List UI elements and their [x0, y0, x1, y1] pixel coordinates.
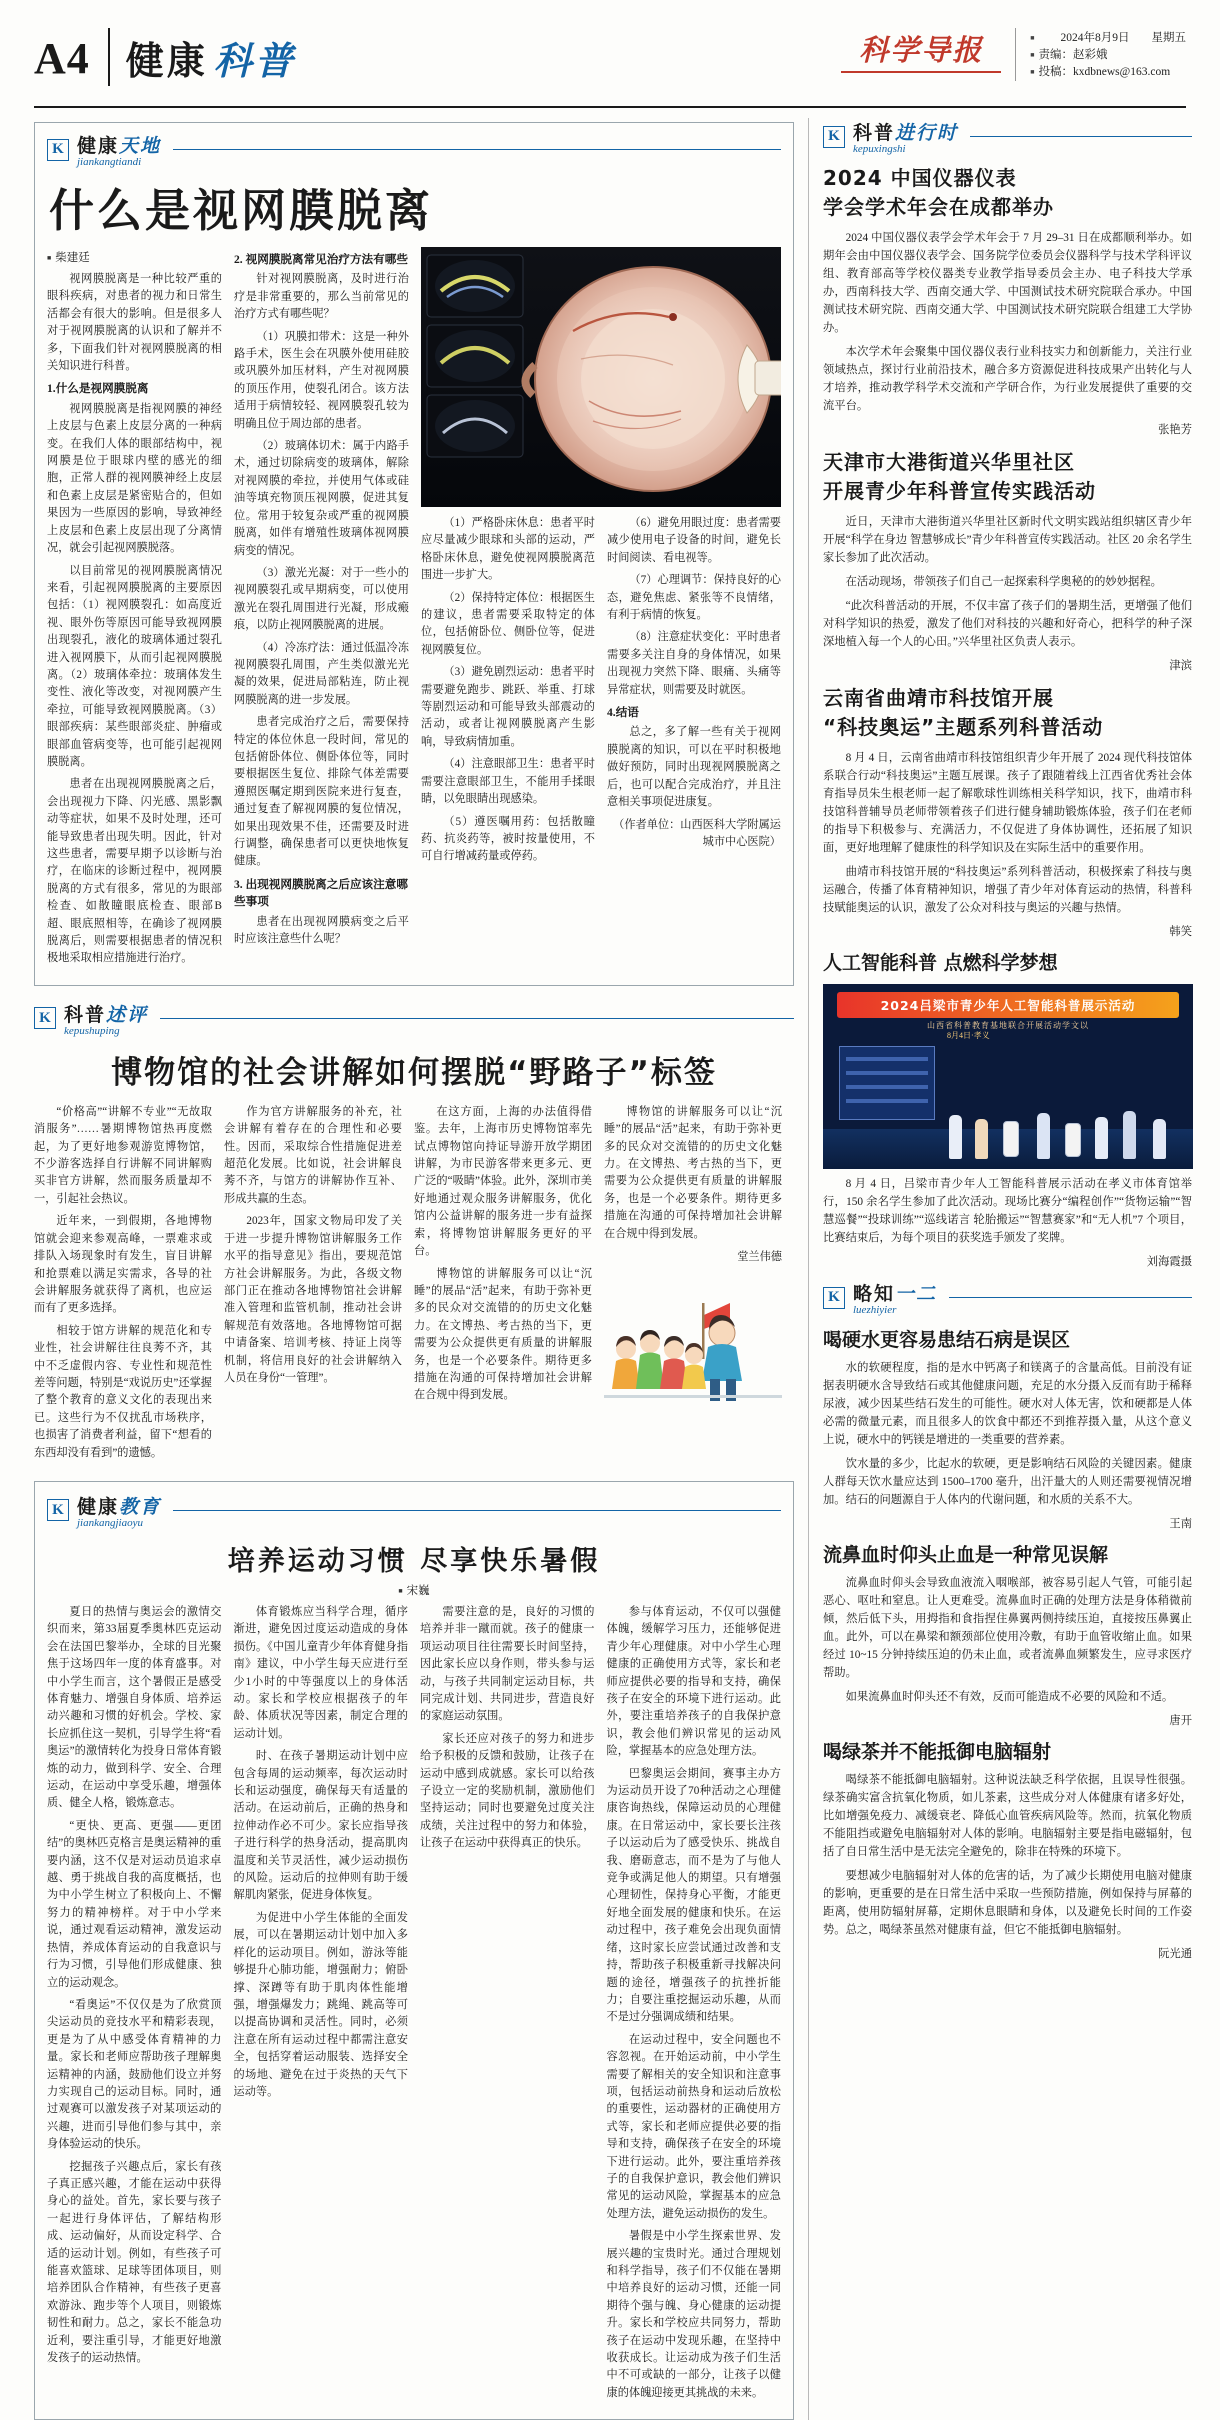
- side-news1-p1: 2024 中国仪器仪表学会学术年会于 7 月 29–31 日在成都顺利举办。如期年会由中国仪器仪表学会、国务院学位委员会仪器科学与技术学科评议组、教育部高等学校仪器类专业教学指导委员会主办、电子科技大学承办，西南科技大学、西南交通大学、中国测试技术研究院联合承办。中国测试技术研究院、西南交通大学、中国测试技术研究院联合组建工大学协办。: [823, 232, 1192, 334]
- masthead-right: [841, 28, 1186, 81]
- k-logo-icon: K: [47, 139, 69, 161]
- section-header-luezhiyier: [823, 1279, 1192, 1316]
- article2-p5: 2023年，国家文物局印发了关于进一步提升博物馆讲解服务工作水平的指导意见》指出，要规范馆方社会讲解服务。为此，各级文物部门正在推动各地博物馆社会讲解准入管理和监管机制，推动社会讲解规范有效落地。各地博物馆可据中请备案、培训考核、持证上岗等机制，将信用良好的社会讲解纳入人员在身份“一管理”。: [224, 1215, 402, 1384]
- museum-tour-illustration: [604, 1275, 782, 1405]
- main-column: [34, 118, 794, 2420]
- section-label-cn-blue: 教育: [119, 1495, 162, 1518]
- ai-photo-date: 8月4日·孝义: [947, 1031, 990, 1040]
- section-divider-line: [173, 149, 781, 150]
- side-news1-author: 张艳芳: [1158, 424, 1192, 436]
- section-label-cn: 略知: [853, 1283, 896, 1305]
- issue-date: ■ 2024年8月9日: [1060, 32, 1130, 44]
- submission-line: ■ 投稿：kxdbnews@163.com: [1030, 64, 1186, 81]
- article2-col-1: [34, 1104, 212, 1467]
- article1-p8: （4）冷冻疗法：通过低温冷冻视网膜裂孔周围，产生类似激光光凝的效果，促进局部粘连，防止视网膜脱离的进一步发展。: [234, 641, 409, 706]
- section-label-cn-blue: 进行时: [895, 122, 959, 144]
- museum-tour-svg: [604, 1275, 782, 1405]
- article1-p15: （5）遵医嘱用药：包括散瞳药、抗炎药等，被时按量使用，不可自行增减药量或停药。: [421, 815, 595, 863]
- article1-p10: 患者在出现视网膜病变之后平时应该注意些什么呢？: [234, 915, 409, 946]
- section-label-pinyin: jiankangjiaoyu: [77, 1516, 143, 1529]
- section-label-pinyin: kepuxingshi: [853, 143, 906, 155]
- article-sports-habit: [34, 1481, 794, 2420]
- article1-p5: （1）巩膜扣带术：这是一种外路手术，医生会在巩膜外使用硅胶或巩膜外加压材料，产生对视网膜的顶压作用，使裂孔闭合。该方法适用于病情较轻、视网膜裂孔较为明确且位于周边部的患者。: [234, 330, 409, 430]
- article3-col-1: [47, 1604, 222, 2407]
- article2-columns: [34, 1104, 794, 1467]
- eye-anatomy-svg: [421, 247, 781, 507]
- article1-subhead-3: 3. 出现视网膜脱离之后应该注意哪些事项: [234, 877, 408, 909]
- article3-p1: 夏日的热情与奥运会的激情交织而来，第33届夏季奥林匹克运动会在法国巴黎举办，全球的目光聚焦于这场四年一度的体育盛事。对中小学生而言，这个暑假正是感受体育魅力、增强自身体质、培养运动兴趣和习惯的好机会。学校、家长应抓住这一契机，引导学生将“看奥运”的激情转化为投身日常体育锻炼的动力，做到科学、安全、合理运动，在运动中享受乐趣，增强体质、健全人格，锻炼意志。: [47, 1605, 222, 1810]
- article3-p4: 挖掘孩子兴趣点后，家长有孩子真正感兴趣，才能在运动中获得身心的益处。首先，家长要与孩子一起进行身体评估，了解结构形成、运动偏好，从而设定科学、合适的运动计划。例如，有些孩子可能喜欢篮球、足球等团体项目，则培养团队合作精神，有些孩子更喜欢游泳、跑步等个人项目，则锻炼韧性和耐力。总之，家长不能急功近利，要注重引导，才能更好地激发孩子的运动热情。: [47, 2160, 222, 2365]
- side-tip-nosebleed: [823, 1541, 1192, 1728]
- article3-p10: 参与体育运动，不仅可以强健体魄，缓解学习压力，还能够促进青少年心理健康。对中小学生心理健康的正确使用方式等，家长和老师应提供必要的指导和支持，确保孩子在安全的环境下进行运动。此外，要注重培养孩子的自我保护意识，教会他们辨识常见的运动风险，掌握基本的应急处理方法。: [606, 1605, 781, 1758]
- section-label-cn-blue: 一二: [895, 1283, 938, 1305]
- section-label-cn: 健康: [77, 1495, 120, 1518]
- masthead-rule: [34, 106, 1186, 108]
- article3-col-2: [234, 1604, 409, 2407]
- article3-p13: 暑假是中小学生探索世界、发展兴趣的宝贵时光。通过合理规划和科学指导，孩子们不仅能在暑期中培养良好的运动习惯，还能一同期待个强与魄、身心健康的运动提升。家长和学校应共同努力，帮助孩子在运动中发现乐趣，在坚持中收获成长。让运动成为孩子们生活中不可或缺的一部分，让孩子以健康的体魄迎接更其挑战的未来。: [606, 2230, 781, 2399]
- side-article-tianjin-community: [823, 447, 1192, 673]
- section-label-block: [77, 1492, 161, 1529]
- ai-photo-caption: 8 月 4 日，吕梁市青少年人工智能科普展示活动在孝义市体育馆举行，150 余名学生参加了此次活动。现场比赛分“编程创作”“货物运输”“智慧巡餐”“投球训练”“巡线诺言 轮胎搬运”“智慧赛家”和“无人机”7 个项目，比赛结束后，为每个项目的获奖选手颁发了奖牌。: [823, 1178, 1192, 1244]
- article2-p4: 作为官方讲解服务的补充，社会讲解有着存在的合理性和必要性。因而，采取综合性措施促进差超范化发展。比如说，社会讲解良莠不齐，与馆方的讲解协作互补、形成共赢的生态。: [224, 1105, 402, 1205]
- section-label-block: [853, 1279, 937, 1316]
- section-header-kepushuping: [34, 1000, 794, 1037]
- section-label-cn: 健康: [77, 135, 120, 157]
- section-label-cn-blue: 述评: [106, 1003, 149, 1026]
- article1-p7: （3）激光光凝：对于一些小的视网膜裂孔或早期病变，可以使用激光在裂孔周围进行光凝，形成瘢痕，以防止视网膜脱离的进展。: [234, 566, 409, 632]
- photo-person: [1037, 1113, 1050, 1159]
- side-article-qujing-museum: [823, 683, 1192, 939]
- section-divider-line: [949, 1297, 1192, 1298]
- article1-p12: （2）保持特定体位：根据医生的建议，患者需要采取特定的体位，包括俯卧位、侧卧位等，促进视网膜复位。: [421, 591, 595, 656]
- k-logo-icon: K: [823, 1287, 845, 1309]
- side-news3-p2: 曲靖市科技馆开展的“科技奥运”系列科普活动，积极探索了科技与奥运融合，传播了体育精神知识，增强了青少年对体育运动的热情，科普科技赋能奥运的认识，激发了公众对科技与奥运的兴趣与热情。: [823, 866, 1192, 914]
- ai-event-photo: [823, 984, 1193, 1169]
- masthead-divider: [1015, 28, 1016, 81]
- article1-p2: 以目前常见的视网膜脱离情况来看，引起视网膜脱离的主要原因包括：（1）视网膜裂孔：如高度近视、眼外伤等原因可能导致视网膜出现裂孔，液化的玻璃体通过裂孔进入视网膜下，从而引起视网膜脱离。（2）玻璃体牵拉：玻璃体发生变性、液化等改变，对视网膜产生牵拉，可能导致视网膜脱离。（3）眼部疾病：某些眼部炎症、肿瘤或眼部血管病变等，也可能引起视网膜脱离。: [47, 564, 222, 768]
- article1-figure-area: [421, 247, 781, 973]
- tip1-p2: 饮水量的多少，比起水的软硬，更是影响结石风险的关键因素。健康人群每天饮水量应达到 1500–1700 毫升，出汗量大的人则还需要视情况增加。结石的问题源自于人体内的代谢问题，和水质的关系不大。: [823, 1458, 1192, 1506]
- section-label-cn: 科普: [64, 1003, 107, 1026]
- article1-source: （作者单位：山西医科大学附属运城市中心医院）: [613, 818, 781, 848]
- side-news3-p1: 8 月 4 日，云南省曲靖市科技馆组织青少年开展了 2024 现代科技馆体系联合行动“科技奥运”主题互展课。孩子了跟随着线上江西省优秀社会体育指导员朱生根老师一起了解歌球性训练相关科学知识，找下，曲靖市科技馆科普辅导员老师带领着孩子们进行健身辅助锻炼体验，孩子们在老师的指导下积极参与、充满活力，不仅促进了身体协调性，还拓展了知识面，更好地理解了健康性的科学知识及在实际生活中的重要作用。: [823, 752, 1192, 854]
- masthead-meta: [1030, 28, 1186, 81]
- side-news2-p1: 近日，天津市大港街道兴华里社区新时代文明实践站组织辖区青少年开展“科学在身边 智慧够成长”青少年科普宣传实践活动。社区 20 余名学生家长参加了此次活动。: [823, 516, 1192, 564]
- section-label: [77, 1492, 161, 1519]
- article2-p3: 相较于馆方讲解的规范化和专业性，社会讲解往往良莠不齐，其中不乏虚假内容、专业性和规范性差等问题，特别是“戏说历史”还掌握了整个教育的意义文化的表现出来已。这些行为不仅扰乱市场秩序，也损害了消费者利益，留下“想看的东西却没有看到”的遗憾。: [34, 1324, 212, 1459]
- section-label: [853, 1279, 937, 1306]
- section-masthead: [108, 28, 296, 86]
- editor-line: ■ 责编：赵彩娥: [1030, 47, 1186, 64]
- article2-headline: 博物馆的社会讲解如何摆脱“野路子”标签: [111, 1054, 717, 1091]
- article1-p16: （6）避免用眼过度：患者需要减少使用电子设备的时间，避免长时间阅读、看电视等。: [607, 517, 781, 564]
- tip2-p1: 流鼻血时仰头会导致血液流入咽喉部，被容易引起人气管，可能引起恶心、呕吐和窒息。让人更难受。流鼻血时正确的处理方法是身体稍微前倾，然后低下头，用拇指和食指捏住鼻翼两侧持续压迫，直接按压鼻翼止血。此外，可以在鼻梁和额颈部位使用冷敷，有助于血管收缩止血。如果经过 10~15 分钟持续压迫的仍未止血，或者流鼻血频繁发生，应寻求医疗帮助。: [823, 1577, 1192, 1679]
- section-label: [77, 131, 161, 158]
- article1-p17: （7）心理调节：保持良好的心态，避免焦虑、紧张等不良情绪，有利于病情的恢复。: [607, 574, 781, 622]
- article2-p2: 近年来，一到假期，各地博物馆就会迎来参观高峰，一票难求或排队入场现象时有发生，盲目讲解和抢票难以满足实需求，各导的社会讲解服务就获得了离机，也应运而有了更多选择。: [34, 1215, 212, 1315]
- logo-rule: [841, 71, 1001, 73]
- article1-p11: （1）严格卧床休息：患者平时应尽量减少眼球和头部的运动，严格卧床休息，避免使视网膜脱离范围进一步扩大。: [421, 517, 595, 582]
- article3-p5: 体育锻炼应当科学合理，循序渐进，避免因过度运动造成的身体损伤。《中国儿童青少年体育健身指南》建议，中小学生每天应进行至少1小时的中等强度以上的身体活动。家长和学校应根据孩子的年龄、体质状况等因素，制定合理的运动计划。: [233, 1605, 408, 1740]
- photo-person: [949, 1115, 962, 1159]
- section-header-jiankangtiandi: [47, 131, 781, 168]
- article2-col-2: [224, 1104, 402, 1467]
- article3-p7: 为促进中小学生体能的全面发展，可以在暑期运动计划中加入多样化的运动项目。例如，游泳等能够提升心肺功能，增强耐力；俯卧撑、深蹲等有助于肌肉体性能增强，增强爆发力；跳绳、跳高等可以提高协调和灵活性。同时，必须注意在所有运动过程中都需注意安全，包括穿着运动服装、选择安全的场地、避免在过于炎热的天气下运动等。: [233, 1911, 408, 2098]
- article3-col-4: [607, 1604, 782, 2407]
- tip2-author: 唐开: [1169, 1715, 1192, 1727]
- section-label-pinyin: kepushuping: [64, 1024, 120, 1037]
- article3-headline: 培养运动习惯 尽享快乐暑假: [227, 1545, 601, 1577]
- masthead-section-science: 科普: [213, 38, 296, 83]
- article1-col-1: [47, 247, 222, 973]
- article2-p6: 在这方面，上海的办法值得借鉴。去年，上海市历史博物馆率先试点博物馆向持证导游开放学期团讲解，为市民游客带来更多元、更广泛的“吸睛”体验。此外，深圳市美好地通过观众服务讲解服务，优化馆内公益讲解的服务进一步有益探索，将博物馆讲解服务更好的平台。: [414, 1105, 592, 1258]
- side-news2-title-line1: 天津市大港街道兴华里社区: [823, 450, 1075, 474]
- tip3-title: 喝绿茶并不能抵御电脑辐射: [823, 1741, 1052, 1763]
- article1-subhead-4: 4.结语: [607, 706, 639, 720]
- article3-p11: 巴黎奥运会期间，赛事主办方为运动员开设了70种活动之心理健康咨询热线，保障运动员的心理健康。在日常运动中，家长要长注孩子以运动后为了感受快乐、挑战自我、磨砺意志，而不是为了与他人竞争或满足他人的期望。只有增强心理韧性，保持身心平衡，才能更好地全面发展的健康和快乐。在运动过程中，孩子难免会出现负面情绪，这时家长应尝试通过改善和支持，帮助孩子积极重新寻找解决问题的途径，增强孩子的抗挫折能力；自要注重挖掘运动乐趣，从而不是过分强调成绩和结果。: [606, 1767, 781, 2024]
- side-tip-hard-water: [823, 1326, 1192, 1531]
- section-label-pinyin: luezhiyier: [853, 1304, 897, 1316]
- article3-byline: ■ 宋巍: [47, 1582, 781, 1598]
- article1-p13: （3）避免剧烈运动：患者平时需要避免跑步、跳跃、举重、打球等剧烈运动和可能导致头部震动的活动，或者让视网膜脱离产生影响，导致病情加重。: [421, 666, 595, 748]
- masthead-section-health: 健康: [125, 38, 208, 83]
- side-news2-author: 津滨: [1169, 660, 1192, 672]
- k-logo-icon: K: [823, 126, 845, 148]
- side-article-ai-popular-science: [823, 949, 1192, 1269]
- article1-col-3: [421, 515, 595, 871]
- section-label: [64, 1000, 148, 1027]
- side-tip-green-tea: [823, 1738, 1192, 1961]
- article1-subhead-2: 2. 视网膜脱离常见治疗方法有哪些: [234, 253, 408, 266]
- section-label-cn: 科普: [853, 122, 896, 144]
- article1-p6: （2）玻璃体切术：属于内路手术，通过切除病变的玻璃体，解除对视网膜的牵拉，并使用气体或硅油等填充物顶压视网膜，促进其复位。常用于较复杂或严重的视网膜脱离，如伴有增殖性玻璃体视网膜病变的情况。: [234, 440, 409, 557]
- article3-p2: “更快、更高、更强——更团结”的奥林匹克格言是奥运精神的重要内涵，这不仅是对运动员追求卓越、勇于挑战自我的高度概括，也为中小学生树立了积极向上、不懈努力的精神榜样。对于中小学来说，通过观看运动精神，激发运动热情，养成体育运动的自我意识与行为习惯，引导他们形成健康、独立的运动观念。: [47, 1819, 222, 1989]
- article2-signature: 堂兰伟德: [737, 1251, 782, 1264]
- article-museum-guide: [34, 1000, 794, 1467]
- article2-p1: “价格高”“讲解不专业”“无故取消服务”……暑期博物馆热再度燃起，为了更好地参观游览博物馆，不少游客选择自行讲解不同讲解购买非官方讲解，然而服务质量却不一，引起社会热议。: [34, 1105, 212, 1205]
- side-article-instrument-conference: [823, 163, 1192, 437]
- side-ai-title: 人工智能科普 点燃科学梦想: [823, 952, 1058, 974]
- masthead: [34, 28, 1186, 100]
- tip1-p1: 水的软硬程度，指的是水中钙离子和镁离子的含量高低。目前没有证据表明硬水含导致结石或其他健康问题，充足的水分摄入反而有助于稀释尿液，减少因某些结石发生的可能性。硬水对人体无害，饮和硬都是人体必需的微量元素，而且很多人的饮食中都还不到推荐摄入量，从这个意义上说，硬水中的钙镁是增进的一类重要的营养素。: [823, 1362, 1192, 1446]
- article1-p3: 患者在出现视网膜脱离之后，会出现视力下降、闪光感、黑影飘动等症状，如果不及时处理，还可能导致患者出现失明。因此，针对这些患者，需要早期予以诊断与治疗，在临床的诊断过程中，视网膜脱离的方式有很多，常见的为眼部检查、如散瞳眼底检查、眼部B超、眼底照相等，在确诊了视网膜脱离后，则需要根据患者的情况积极地采取相应措施进行治疗。: [47, 778, 222, 965]
- article1-subhead-1: 1.什么是视网膜脱离: [47, 382, 149, 396]
- side-news2-p3: “此次科普活动的开展，不仅丰富了孩子们的暑期生活，更增强了他们对科学知识的热爱，激发了他们对科技的兴趣和好奇心，把科学的种子深深地植入每一个人的心田。”兴华里社区负责人表示。: [823, 600, 1192, 648]
- article1-figure-text-cols: [421, 515, 781, 871]
- tip2-title: 流鼻血时仰头止血是一种常见误解: [823, 1544, 1109, 1566]
- paper-logo: [841, 28, 1001, 73]
- section-divider-line: [173, 1510, 781, 1511]
- article3-col-3: [420, 1604, 595, 2407]
- masthead-date-row: [1030, 30, 1186, 47]
- article1-col-2: [234, 247, 409, 973]
- side-news2-title-line2: 开展青少年科普宣传实践活动: [823, 479, 1096, 503]
- ai-photo-credit: 刘海霞摄: [1146, 1256, 1192, 1268]
- ai-photo-banner: 2024吕梁市青少年人工智能科普展示活动: [837, 992, 1179, 1018]
- k-logo-icon: K: [34, 1007, 56, 1029]
- issue-weekday: 星期五: [1151, 32, 1186, 44]
- article1-lead: 视网膜脱离是一种比较严重的眼科疾病，对患者的视力和日常生活都会有很大的影响。但是很多人对于视网膜脱离的认识和了解并不多，下面我们针对视网膜脱离的相关知识进行科普。: [47, 273, 222, 373]
- side-news1-title-line1: 2024 中国仪器仪表: [823, 166, 1017, 190]
- article1-headline: 什么是视网膜脱离: [49, 184, 434, 237]
- side-news2-p2: 在活动现场，带领孩子们自己一起探索科学奥秘的的妙妙据程。: [845, 576, 1162, 588]
- paper-name: 科学导报: [859, 33, 984, 67]
- side-news1-title-line2: 学会学术年会在成都举办: [823, 195, 1054, 219]
- side-news3-title-line2: “科技奥运”主题系列科普活动: [823, 715, 1104, 739]
- side-news3-author: 韩笑: [1169, 926, 1192, 938]
- photo-robot: [1003, 1121, 1019, 1157]
- article1-p18: （8）注意症状变化：平时患者需要多关注自身的身体情况，如果出现视力突然下降、眼痛、头痛等异常症状，则需要及时就医。: [607, 631, 781, 696]
- article3-p12: 在运动过程中，安全问题也不容忽视。在开始运动前，中小学生需要了解相关的安全知识和注意事项，包括运动前热身和运动后放松的重要性，运动器材的正确使用方式等，家长和老师应提供必要的指导和支持，确保孩子在安全的环境下进行运动。此外，要注重培养孩子的自我保护意识，教会他们辨识常见的运动风险，掌握基本的应急处理方法，避免运动损伤的发生。: [606, 2033, 781, 2220]
- article1-col-4: [607, 515, 781, 871]
- side-news1-p2: 本次学术年会聚集中国仪器仪表行业科技实力和创新能力，关注行业领域热点，探讨行业前沿技术，融合多方资源促进科技成果产出转化与人才培养，推动教学科学术交流和产学研合作，为行业发展提供了重要的交流平台。: [823, 346, 1192, 412]
- article1-p4: 针对视网膜脱离，及时进行治疗是非常重要的，那么当前常见的治疗方式有哪些呢？: [234, 273, 409, 321]
- section-divider-line: [160, 1018, 794, 1019]
- article3-columns: [47, 1604, 781, 2407]
- article3-p9: 家长还应对孩子的努力和进步给予积极的反馈和鼓励，让孩子在运动中感到成就感。家长可以给孩子设立一定的奖励机制，激励他们坚持运动；同时也要避免过度关注成绩，关注过程中的努力和体验，让孩子在运动中获得真正的快乐。: [420, 1732, 595, 1850]
- article2-p8: 博物馆的讲解服务可以让“沉睡”的展品“活”起来，有助于弥补更多的民众对交流错的的历史文化魅力。在文博热、考古热的当下，更需要为公众提供更有质量的讲解服务，也是一个必要条件。期待更多措施在沟通的可保持增加社会讲解在合规中得到发展。: [604, 1105, 782, 1240]
- ai-photo-display-panel: [839, 1046, 935, 1120]
- photo-person: [975, 1119, 988, 1159]
- article1-p19: 总之，多了解一些有关于视网膜脱离的知识，可以在平时积极地做好预防，同时出现视网膜脱离之后，也可以配合完成治疗，并且注意相关事项促进康复。: [607, 726, 781, 809]
- photo-person: [1123, 1111, 1136, 1159]
- tip3-author: 阮光通: [1158, 1948, 1192, 1960]
- section-label-block: [77, 131, 161, 168]
- eye-anatomy-illustration: [421, 247, 781, 507]
- side-news3-title-line1: 云南省曲靖市科技馆开展: [823, 686, 1054, 710]
- article1-p9: 患者完成治疗之后，需要保持特定的体位休息一段时间，常见的包括俯卧体位、侧卧体位等，同时要根据医生复位、排除气体差需要遵照医嘱定期到医院来进行复查，通过复查了解视网膜的复位情况，如果出现效果不佳，还需要及时进行调整，确保患者可以更快地恢复健康。: [234, 716, 409, 868]
- tip3-p2: 要想减少电脑辐射对人体的危害的话，为了减少长期使用电脑对健康的影响，更重要的是在日常生活中采取一些预防措施，例如保持与屏幕的距离，使用防辐射屏幕，定期休息眼睛和身体，以及避免长时间的工作姿势。总之，喝绿茶虽然对健康有益，但它不能抵御电脑辐射。: [823, 1870, 1192, 1936]
- side-column: [808, 118, 1192, 2420]
- ai-photo-subtitle: 山西省科普教育基地联合开展活动学文以: [927, 1021, 1089, 1030]
- tip1-title: 喝硬水更容易患结石病是误区: [823, 1329, 1071, 1351]
- section-label-block: [853, 118, 958, 155]
- section-header-jiankangjiaoyu: [47, 1492, 781, 1529]
- photo-person: [1095, 1117, 1108, 1159]
- section-divider-line: [970, 136, 1192, 137]
- article3-p3: “看奥运”不仅仅是为了欣赏顶尖运动员的竞技水平和精彩表现，更是为了从中感受体育精神的力量。家长和老师应帮助孩子理解奥运精神的内涵，鼓励他们设立并努力实现自己的运动目标。同时，通过观赛可以激发孩子对某项运动的兴趣，进而引导他们参与其中，亲身体验运动的快乐。: [47, 1998, 222, 2151]
- page-number: A4: [34, 34, 90, 83]
- section-label-block: [64, 1000, 148, 1037]
- article1-grid: [47, 247, 781, 973]
- page-body: [34, 118, 1192, 2420]
- section-header-kepuxingshi: [823, 118, 1192, 155]
- article2-col-3: [414, 1104, 592, 1467]
- section-label-cn-blue: 天地: [119, 135, 162, 157]
- article3-p8: 需要注意的是，良好的习惯的培养并非一蹴而就。孩子的健康一项运动项目往往需要长时间坚持，因此家长应以身作则，带头参与运动，与孩子共同制定运动目标，共同完成计划、共同进步，营造良好的家庭运动氛围。: [420, 1605, 595, 1723]
- article-retinal-detachment: [34, 122, 794, 986]
- article1-byline: ■ 柴建廷: [47, 249, 222, 265]
- article1-p14: （4）注意眼部卫生：患者平时需要注意眼部卫生，不能用手揉眼睛，以免眼睛出现感染。: [421, 758, 595, 806]
- k-logo-icon: K: [47, 1499, 69, 1521]
- article1-p1: 视网膜脱离是指视网膜的神经上皮层与色素上皮层分离的一种病变。在我们人体的眼部结构中，视网膜是位于眼球内壁的感光的细胞，正常人群的视网膜神经上皮层和色素上皮层是紧密贴合的，但如果因为一些原因的影响，导致神经上皮层和色素上皮层出现了分离情况，就会引起视网膜脱落。: [47, 402, 222, 555]
- tip2-p2: 如果流鼻血时仰头还不有效，反而可能造成不必要的风险和不适。: [845, 1691, 1174, 1703]
- photo-robot: [1065, 1123, 1081, 1157]
- photo-person: [1153, 1119, 1166, 1159]
- section-label: [853, 118, 958, 145]
- tip3-p1: 喝绿茶不能抵御电脑辐射。这种说法缺乏科学依据，且误导性很强。绿茶确实富含抗氧化物质，如儿茶素，这些成分对人体健康有诸多好处，比如增强免疫力、减缓衰老、降低心血管疾病风险等。然而，抗氧化物质不能阻挡或避免电脑辐射对人体的影响。电脑辐射主要是指电磁辐射，包括了自日常生活中是无法完全避免的，除非在特殊的环境下。: [823, 1774, 1192, 1858]
- section-label-pinyin: jiankangtiandi: [77, 156, 142, 168]
- article2-col-4: [604, 1104, 782, 1467]
- tip1-author: 王南: [1169, 1518, 1192, 1530]
- article3-p6: 时、在孩子暑期运动计划中应包含每周的运动频率，每次运动时长和运动强度，确保每天有适量的活动。在运动前后，正确的热身和拉伸动作必不可少。家长应指导孩子进行科学的热身活动，提高肌肉温度和关节灵活性，减少运动损伤的风险。运动后的拉伸则有助于缓解肌肉紧张，促进身体恢复。: [233, 1750, 408, 1902]
- article2-p7: 博物馆的讲解服务可以让“沉睡”的展品“活”起来，有助于弥补更多的民众对交流错的的历史文化魅力。在文博热、考古热的当下，更需要为公众提供更有质量的讲解服务，也是一个必要条件。期待更多措施在沟通的可保持增加社会讲解在合规中得到发展。: [414, 1267, 592, 1402]
